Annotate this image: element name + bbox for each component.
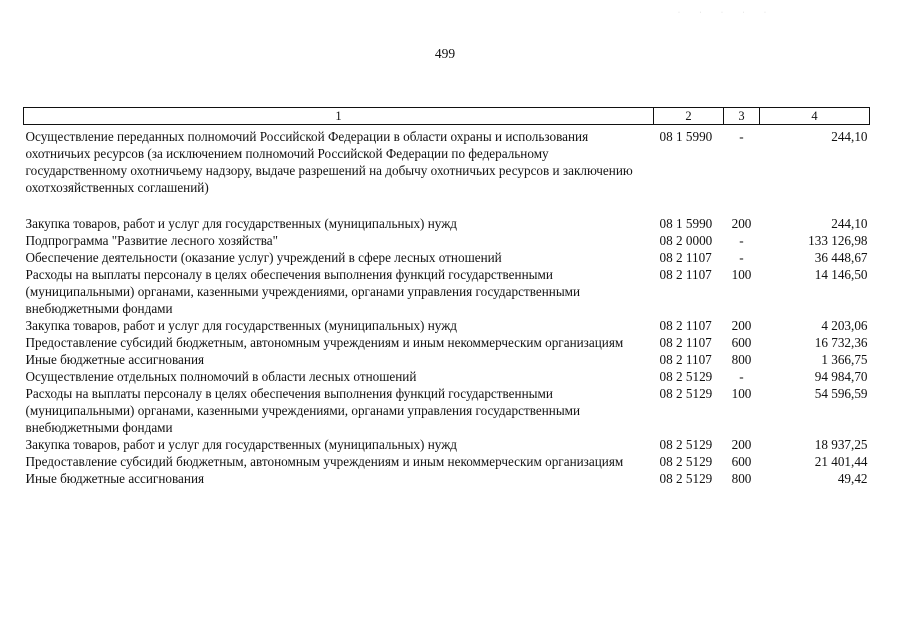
row-name: Осуществление переданных полномочий Российской Федерации в области охраны и использования охотничьих ресурсов (за исключением полномочий Российской Федерации по федеральному государственному охотничьему надзору, выдаче разрешений на добычу охотничьих ресурсов и заключению охотхозяйственных соглашений): [25, 129, 633, 195]
row-type: 600: [731, 454, 752, 469]
row-sum: 54 596,59: [814, 386, 868, 401]
column-header-4: 4: [760, 108, 870, 125]
row-name: Иные бюджетные ассигнования: [25, 471, 205, 486]
row-name: Обеспечение деятельности (оказание услуг) учреждений в сфере лесных отношений: [25, 250, 502, 265]
row-sum: 133 126,98: [808, 233, 868, 248]
table-row: [24, 232, 870, 249]
row-sum: 244,10: [831, 216, 868, 231]
row-sum: 18 937,25: [814, 437, 868, 452]
table-row: [24, 334, 870, 351]
row-type: 200: [731, 437, 752, 452]
row-type: -: [739, 129, 744, 144]
row-name: Предоставление субсидий бюджетным, автономным учреждениям и иным некоммерческим организациям: [25, 454, 624, 469]
row-name: Закупка товаров, работ и услуг для государственных (муниципальных) нужд: [25, 216, 458, 231]
column-header-3: 3: [724, 108, 760, 125]
row-sum: 21 401,44: [814, 454, 868, 469]
row-type: 200: [731, 318, 752, 333]
scan-specks: · · · · ·: [678, 10, 775, 16]
table-row: [24, 368, 870, 385]
table-row: [24, 317, 870, 334]
row-code: 08 2 5129: [659, 454, 713, 469]
row-type: 100: [731, 267, 752, 282]
row-code: 08 2 0000: [659, 233, 713, 248]
row-code: 08 2 1107: [659, 352, 712, 367]
table-row: [24, 436, 870, 453]
column-header-1: 1: [24, 108, 654, 125]
page-number: 499: [434, 46, 456, 61]
table-row: [24, 196, 870, 232]
table-row: [24, 249, 870, 266]
row-code: 08 2 5129: [659, 471, 713, 486]
row-type: 200: [731, 216, 752, 231]
row-type: -: [739, 250, 744, 265]
row-name: Подпрограмма "Развитие лесного хозяйства": [25, 233, 278, 248]
row-name: Иные бюджетные ассигнования: [25, 352, 205, 367]
table-row: [24, 125, 870, 197]
row-sum: 16 732,36: [814, 335, 868, 350]
row-type: -: [739, 233, 744, 248]
row-code: 08 1 5990: [659, 129, 713, 144]
row-sum: 4 203,06: [821, 318, 868, 333]
table-row: [24, 470, 870, 487]
column-header-2: 2: [654, 108, 724, 125]
row-name: Осуществление отдельных полномочий в области лесных отношений: [25, 369, 417, 384]
row-code: 08 2 1107: [659, 318, 712, 333]
row-code: 08 2 1107: [659, 250, 712, 265]
row-sum: 14 146,50: [814, 267, 868, 282]
table-row: [24, 385, 870, 436]
table-row: [24, 453, 870, 470]
row-code: 08 2 5129: [659, 437, 713, 452]
row-type: 800: [731, 352, 752, 367]
row-code: 08 2 5129: [659, 369, 713, 384]
row-name: Предоставление субсидий бюджетным, автономным учреждениям и иным некоммерческим организациям: [25, 335, 624, 350]
row-sum: 244,10: [831, 129, 868, 144]
row-sum: 36 448,67: [814, 250, 868, 265]
row-sum: 94 984,70: [814, 369, 868, 384]
table-row: [24, 351, 870, 368]
row-code: 08 2 5129: [659, 386, 713, 401]
row-name: Расходы на выплаты персоналу в целях обеспечения выполнения функций государственными (муниципальными) органами, казенными учреждениями, органами управления государственными внебюджетными фондами: [25, 267, 581, 316]
row-sum: 1 366,75: [821, 352, 868, 367]
row-type: 800: [731, 471, 752, 486]
header-row: [24, 108, 870, 125]
row-type: 100: [731, 386, 752, 401]
budget-table: [23, 107, 870, 487]
row-type: -: [739, 369, 744, 384]
row-sum: 49,42: [837, 471, 868, 486]
row-name: Закупка товаров, работ и услуг для государственных (муниципальных) нужд: [25, 318, 458, 333]
row-name: Закупка товаров, работ и услуг для государственных (муниципальных) нужд: [25, 437, 458, 452]
row-name: Расходы на выплаты персоналу в целях обеспечения выполнения функций государственными (муниципальными) органами, казенными учреждениями, органами управления государственными внебюджетными фондами: [25, 386, 581, 435]
row-type: 600: [731, 335, 752, 350]
row-code: 08 1 5990: [659, 216, 713, 231]
table-row: [24, 266, 870, 317]
row-code: 08 2 1107: [659, 335, 712, 350]
row-code: 08 2 1107: [659, 267, 712, 282]
